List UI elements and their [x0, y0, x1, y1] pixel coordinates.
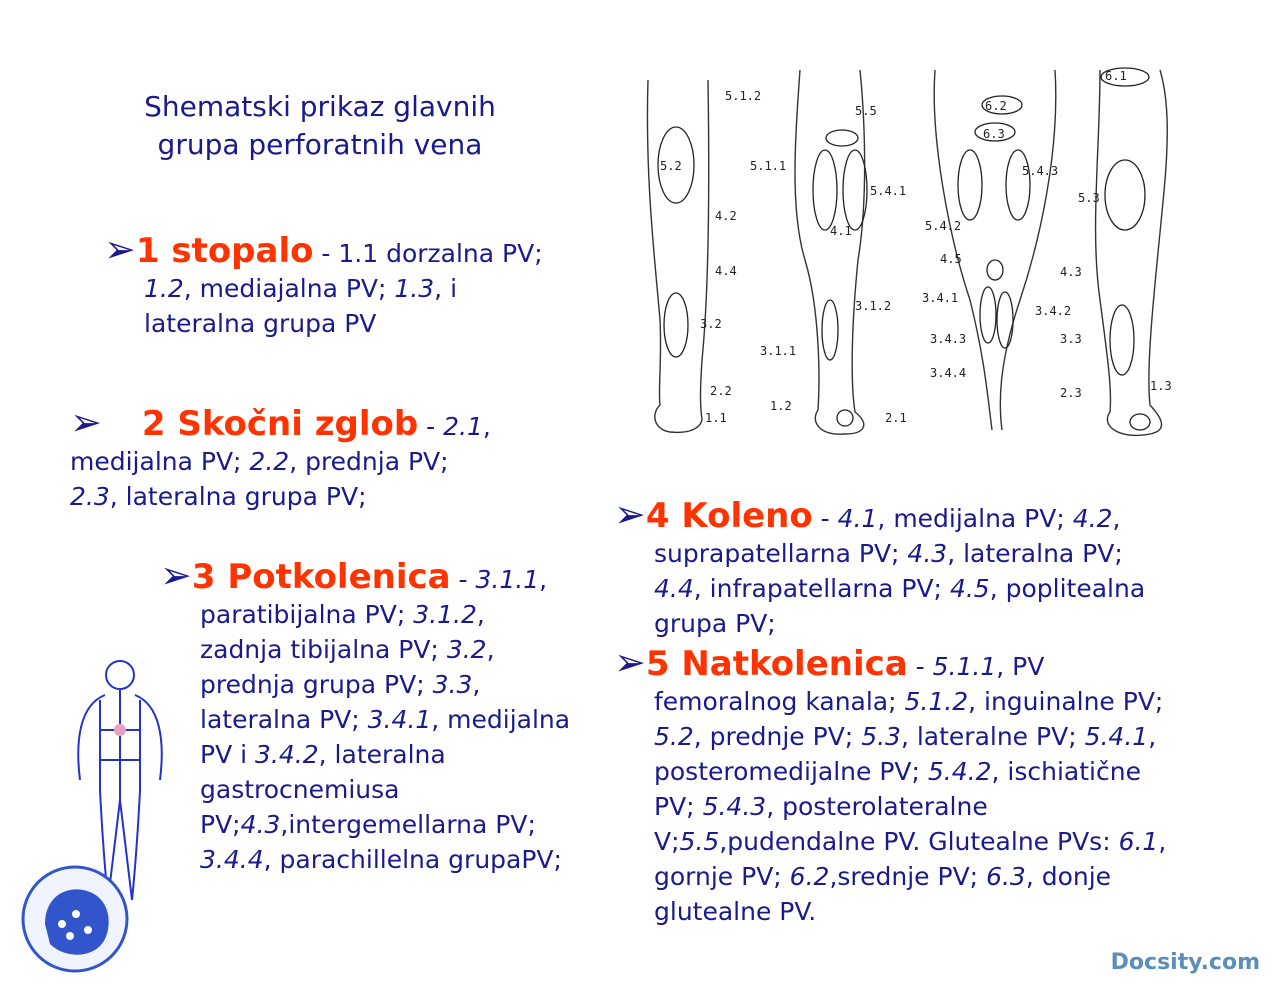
text: , inguinalne PV; — [968, 687, 1164, 716]
ref: 6.2 — [789, 862, 830, 891]
ref: 3.1.2 — [413, 600, 477, 629]
ref: 4.1 — [837, 504, 878, 533]
text: - — [812, 504, 838, 533]
ref: 4.2 — [1072, 504, 1113, 533]
diagram-label: 5.3 — [1078, 191, 1100, 205]
ref: 3.1.1 — [475, 565, 540, 594]
text: lateralna grupa PV — [144, 309, 377, 338]
text: PV; — [654, 792, 703, 821]
text: , PV — [996, 652, 1045, 681]
bullet-arrow-icon: ➢ — [614, 492, 646, 536]
text: medijalna PV; — [70, 447, 250, 476]
diagram-label: 5.2 — [660, 159, 682, 173]
section-heading: 4 Koleno — [645, 496, 813, 536]
bullet-arrow-icon: ➢ — [614, 640, 646, 684]
text: PV i — [200, 740, 256, 769]
ref: 5.4.1 — [1084, 722, 1149, 751]
ref: 2.2 — [249, 447, 290, 476]
ref: 6.1 — [1118, 827, 1159, 856]
section-heading: 1 stopalo — [135, 231, 314, 271]
diagram-label: 5.4.2 — [925, 219, 962, 233]
perforator-ellipse — [813, 150, 837, 230]
text: , posterolateralne — [766, 792, 988, 821]
text: prednja grupa PV; — [200, 670, 433, 699]
leg-perforator-diagram — [630, 60, 1190, 460]
text: , — [539, 565, 548, 594]
diagram-label: 3.4.4 — [930, 366, 967, 380]
perforator-ellipse — [987, 260, 1003, 280]
text: , — [1112, 504, 1121, 533]
diagram-label: 2.2 — [710, 384, 732, 398]
perforator-ellipse — [837, 410, 853, 426]
text: femoralnog kanala; — [654, 687, 905, 716]
text: lateralna PV; — [200, 705, 368, 734]
diagram-label: 5.1.2 — [725, 89, 762, 103]
docsity-logo-icon — [20, 864, 130, 974]
diagram-label: 3.2 — [700, 317, 722, 331]
section-potkolenica — [160, 553, 600, 877]
text: , prednje PV; — [693, 722, 862, 751]
ref: 4.5 — [949, 574, 990, 603]
section-natkolenica — [614, 640, 1234, 929]
ref: 3.3 — [432, 670, 473, 699]
perforator-ellipse — [826, 130, 858, 146]
leg-outline-2 — [795, 70, 865, 434]
text: , lateralna — [318, 740, 446, 769]
diagram-label: 4.5 — [940, 252, 962, 266]
text: - — [907, 652, 933, 681]
ref: 5.2 — [654, 722, 694, 751]
text: , — [482, 412, 491, 441]
text: , medijalna PV; — [877, 504, 1073, 533]
bullet-arrow-icon: ➢ — [160, 553, 192, 597]
text: zadnja tibijalna PV; — [200, 635, 447, 664]
text: , — [1148, 722, 1157, 751]
text: , poplitealna — [989, 574, 1146, 603]
perforator-ellipse — [1105, 160, 1145, 230]
ref: 3.4.1 — [367, 705, 432, 734]
title-line-2: grupa perforatnih vena — [157, 128, 483, 161]
ref: 3.2 — [446, 635, 487, 664]
ref: 4.4 — [654, 574, 694, 603]
text: , lateralne PV; — [900, 722, 1085, 751]
ref: 5.1.1 — [932, 652, 997, 681]
text: , — [472, 670, 481, 699]
ref: 4.3 — [907, 539, 948, 568]
perforator-ellipse — [1130, 414, 1150, 430]
text: ,intergemellarna PV; — [280, 810, 536, 839]
diagram-label: 5.4.1 — [870, 184, 907, 198]
perforator-ellipse — [664, 293, 688, 357]
ref: 5.1.2 — [904, 687, 969, 716]
text: paratibijalna PV; — [200, 600, 414, 629]
diagram-label: 3.1.1 — [760, 344, 797, 358]
diagram-label: 1.1 — [705, 411, 727, 425]
ref: 3.4.2 — [255, 740, 319, 769]
diagram-label: 4.3 — [1060, 265, 1082, 279]
diagram-label: 5.1.1 — [750, 159, 787, 173]
text: , lateralna PV; — [947, 539, 1123, 568]
diagram-label: 4.1 — [830, 224, 852, 238]
diagram-label: 6.2 — [985, 99, 1007, 113]
perforator-ellipse — [1110, 305, 1134, 375]
text: , — [486, 635, 495, 664]
docsity-brand[interactable]: Docsity.com — [1110, 950, 1260, 975]
diagram-label: 1.2 — [770, 399, 792, 413]
text: grupa PV; — [654, 609, 776, 638]
text: - 1.1 dorzalna PV; — [313, 239, 543, 268]
text: , infrapatellarna PV; — [693, 574, 950, 603]
diagram-label: 4.4 — [715, 264, 737, 278]
section-stopalo — [104, 227, 584, 341]
diagram-label: 5.4.3 — [1022, 164, 1059, 178]
text: gornje PV; — [654, 862, 790, 891]
ref: 5.4.2 — [927, 757, 992, 786]
ref: 1.2 — [144, 274, 184, 303]
text: posteromedijalne PV; — [654, 757, 928, 786]
diagram-label: 3.4.1 — [922, 291, 959, 305]
diagram-label: 5.5 — [855, 104, 877, 118]
ref: 2.1 — [443, 412, 483, 441]
title-line-1: Shematski prikaz glavnih — [144, 90, 496, 123]
text: , i — [434, 274, 458, 303]
text: ,pudendalne PV. Glutealne PVs: — [719, 827, 1119, 856]
diagram-label: 2.3 — [1060, 386, 1082, 400]
text: , medijalna — [431, 705, 571, 734]
ref: 5.4.3 — [702, 792, 767, 821]
diagram-label: 3.4.3 — [930, 332, 967, 346]
diagram-label: 6.3 — [983, 127, 1005, 141]
perforator-ellipse — [958, 150, 982, 220]
section-skocni-zglob — [70, 400, 570, 514]
text: , ischiatične — [991, 757, 1141, 786]
text: , — [1158, 827, 1167, 856]
text: PV; — [200, 810, 241, 839]
text: , lateralna grupa PV; — [109, 482, 367, 511]
diagram-label: 3.4.2 — [1035, 304, 1072, 318]
perforator-ellipse — [997, 292, 1013, 348]
ref: 5.3 — [861, 722, 901, 751]
diagram-label: 6.1 — [1105, 69, 1127, 83]
section-koleno — [614, 492, 1214, 641]
perforator-ellipse — [1006, 150, 1030, 220]
perforator-ellipse — [980, 287, 996, 343]
text: V; — [654, 827, 680, 856]
section-heading: 2 Skočni zglob — [141, 404, 419, 444]
ref: 2.3 — [70, 482, 110, 511]
ref: 4.3 — [240, 810, 281, 839]
ref: 5.5 — [679, 827, 720, 856]
text: , donje — [1025, 862, 1112, 891]
bullet-arrow-icon: ➢ — [104, 227, 136, 271]
text: , parachillelna grupaPV; — [263, 845, 562, 874]
text: , — [476, 600, 485, 629]
text: , prednja PV; — [289, 447, 449, 476]
text: ,srednje PV; — [829, 862, 987, 891]
leg-outline-1 — [647, 80, 708, 432]
text: , mediajalna PV; — [183, 274, 395, 303]
diagram-label: 4.2 — [715, 209, 737, 223]
ref: 3.4.4 — [200, 845, 264, 874]
text: glutealne PV. — [654, 897, 817, 926]
perforator-ellipse — [843, 150, 867, 230]
ref: 6.3 — [986, 862, 1026, 891]
text: - — [450, 565, 476, 594]
section-heading: 3 Potkolenica — [191, 557, 451, 597]
text: - — [418, 412, 444, 441]
diagram-label: 1.3 — [1150, 379, 1172, 393]
text: gastrocnemiusa — [200, 775, 400, 804]
text: suprapatellarna PV; — [654, 539, 908, 568]
section-heading: 5 Natkolenica — [645, 644, 908, 684]
diagram-label: 3.1.2 — [855, 299, 892, 313]
perforator-ellipse — [822, 300, 838, 360]
diagram-label: 3.3 — [1060, 332, 1082, 346]
bullet-arrow-icon: ➢ — [70, 400, 102, 444]
ref: 1.3 — [394, 274, 435, 303]
diagram-label: 2.1 — [885, 411, 907, 425]
slide-title — [100, 88, 540, 164]
